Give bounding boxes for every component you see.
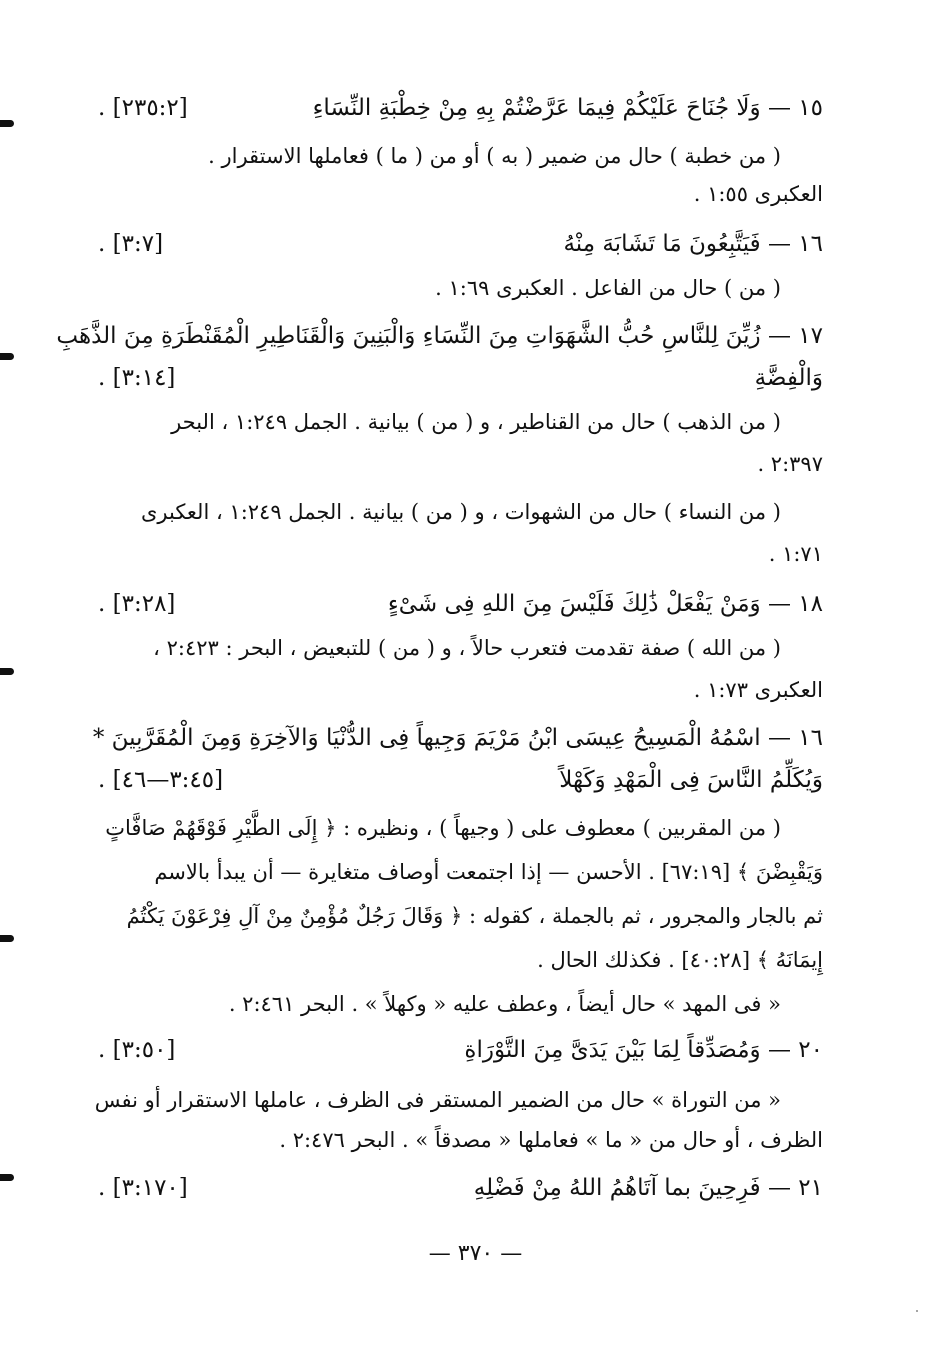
commentary-text: ٢:٣٩٧ . xyxy=(757,452,823,476)
commentary-line xyxy=(98,810,823,846)
verse-text: ١٨ — وَمَنْ يَفْعَلْ ذَٰلِكَ فَلَيْسَ مِنَ اللهِ فِى شَىْءٍ xyxy=(387,591,823,617)
verse-text: ١٧ — زُيِّنَ لِلنَّاسِ حُبُّ الشَّهَوَاتِ مِنَ النِّسَاءِ وَالْبَنِينَ وَالْقَنَاطِيرِ الْمُقَنْطَرَةِ مِنَ الذَّهَبِ xyxy=(56,323,823,349)
commentary-text: « فى المهد » حال أيضاً ، وعطف عليه « وكهلاً » . البحر ٢:٤٦١ . xyxy=(228,992,781,1016)
scan-edge-mark xyxy=(0,1174,14,1181)
scan-edge-mark xyxy=(0,935,14,942)
commentary-line xyxy=(98,270,823,306)
scan-edge-mark xyxy=(0,120,14,127)
scan-speck xyxy=(916,1310,918,1312)
commentary-text: ( من خطبة ) حال من ضمير ( به ) أو من ( ما ) فعاملها الاستقرار . xyxy=(208,144,781,168)
commentary-text: ( من المقربين ) معطوف على ( وجيهاً ) ، ونظيره : ﴿ إِلَى الطَّيْرِ فَوْقَهُمْ صَافَّاتٍ xyxy=(105,816,781,840)
verse-18 xyxy=(98,586,823,622)
verse-16b-cont xyxy=(98,762,823,798)
commentary-line xyxy=(98,898,823,934)
commentary-text: ثم بالجار والمجرور ، ثم بالجملة ، كقوله : ﴿ وَقَالَ رَجُلٌ مُؤْمِنٌ مِنْ آلِ فِرْعَوْنَ يَكْتُمُ xyxy=(126,904,823,928)
commentary-line xyxy=(98,672,823,708)
verse-reference: . [٢٣٥:٢] xyxy=(98,95,188,121)
verse-21 xyxy=(98,1170,823,1206)
commentary-line xyxy=(98,446,823,482)
verse-16 xyxy=(98,226,823,262)
verse-text: ١٦ — فَيَتَّبِعُونَ مَا تَشَابَهَ مِنْهُ xyxy=(563,231,823,257)
verse-text: ٢١ — فَرِحِينَ بما آتَاهُمُ اللهُ مِنْ فَضْلِهِ xyxy=(473,1175,823,1201)
verse-text: وَالْفِضَّةِ xyxy=(754,365,823,391)
verse-text: وَيُكَلِّمُ النَّاسَ فِى الْمَهْدِ وَكَهْلاً xyxy=(559,767,823,793)
verse-reference: . [٣:٧] xyxy=(98,231,164,257)
commentary-text: « من التوراة » حال من الضمير المستقر فى الظرف ، عاملها الاستقرار أو نفس xyxy=(94,1088,781,1112)
scan-edge-mark xyxy=(0,353,14,360)
commentary-line xyxy=(98,854,823,890)
commentary-text: الظرف ، أو حال من « ما » فعاملها « مصدقاً » . البحر ٢:٤٧٦ . xyxy=(279,1128,823,1152)
commentary-line xyxy=(98,1122,823,1158)
verse-reference: . [٣:٢٨] xyxy=(98,591,176,617)
commentary-line xyxy=(94,1082,823,1118)
verse-reference: . [٣:٥٠] xyxy=(98,1037,176,1063)
verse-15 xyxy=(98,90,823,126)
commentary-line xyxy=(98,138,823,174)
commentary-text: العكبرى ١:٧٣ . xyxy=(693,678,823,702)
verse-reference: . [٣:٤٥—٤٦] xyxy=(98,767,224,793)
commentary-text: وَيَقْبِضْنَ ﴾ [٦٧:١٩] . الأحسن — إذا اجتمعت أوصاف متغايرة — أن يبدأ بالاسم xyxy=(154,860,823,884)
verse-16b xyxy=(92,720,823,756)
verse-20 xyxy=(98,1032,823,1068)
verse-text: ١٥ — وَلَا جُنَاحَ عَلَيْكُمْ فِيمَا عَرَّضْتُمْ بِهِ مِنْ خِطْبَةِ النِّسَاءِ xyxy=(312,95,823,121)
commentary-line xyxy=(98,494,823,530)
commentary-text: ( من الذهب ) حال من القناطير ، و ( من ) بيانية . الجمل ١:٢٤٩ ، البحر xyxy=(171,410,781,434)
verse-17-cont xyxy=(98,360,823,396)
commentary-text: ( من ) حال من الفاعل . العكبرى ١:٦٩ . xyxy=(435,276,781,300)
verse-reference: . [٣:١٧٠] xyxy=(98,1175,188,1201)
commentary-line xyxy=(98,986,823,1022)
commentary-line xyxy=(98,630,823,666)
verse-text: ٢٠ — وَمُصَدِّقاً لِمَا بَيْنَ يَدَىَّ مِنَ التَّوْرَاةِ xyxy=(464,1037,823,1063)
commentary-text: ( من النساء ) حال من الشهوات ، و ( من ) بيانية . الجمل ١:٢٤٩ ، العكبرى xyxy=(140,500,781,524)
verse-text: ١٦ — اسْمُهُ الْمَسِيحُ عِيسَى ابْنُ مَرْيَمَ وَجِيهاً فِى الدُّنْيَا وَالآخِرَةِ وَمِنَ الْمُقَرَّبِينَ * xyxy=(92,725,823,751)
verse-reference: . [٣:١٤] xyxy=(98,365,176,391)
commentary-text: ( من الله ) صفة تقدمت فتعرب حالاً ، و ( من ) للتبعيض ، البحر : ٢:٤٢٣ ، xyxy=(153,636,781,660)
verse-17 xyxy=(56,318,823,354)
commentary-text: العكبرى ١:٥٥ . xyxy=(693,182,823,206)
scan-edge-mark xyxy=(0,668,14,675)
commentary-line xyxy=(98,942,823,978)
commentary-text: ١:٧١ . xyxy=(768,542,823,566)
commentary-text: إِيمَانَهُ ﴾ [٤٠:٢٨] . فكذلك الحال . xyxy=(537,948,823,972)
page-number: — ٣٧٠ — xyxy=(428,1241,523,1266)
commentary-line xyxy=(98,536,823,572)
commentary-line xyxy=(98,176,823,212)
commentary-line xyxy=(98,404,823,440)
